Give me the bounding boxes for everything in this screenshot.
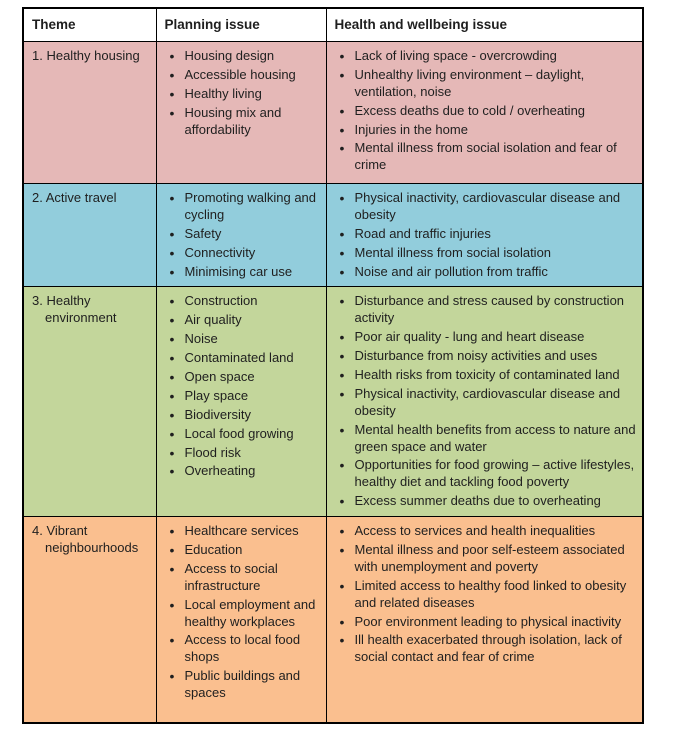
bullet-item: • Access to social infrastructure — [185, 561, 320, 595]
bullet-list — [327, 523, 637, 666]
bullet-item: • Mental illness from social isolation — [355, 245, 637, 262]
bullet-item: • Mental health benefits from access to nature and green space and water — [355, 422, 637, 456]
health-issues-cell — [326, 42, 643, 184]
table-row — [23, 287, 643, 517]
health-planning-table — [22, 7, 644, 724]
theme-label: 4. Vibrant neighbourhoods — [32, 523, 139, 556]
theme-cell — [23, 517, 156, 723]
bullet-item: • Connectivity — [185, 245, 320, 262]
bullet-item: • Contaminated land — [185, 350, 320, 367]
bullet-item: • Health risks from toxicity of contaminated land — [355, 367, 637, 384]
table-header-row — [23, 8, 643, 42]
column-header-planning-issue: Planning issue — [156, 8, 326, 42]
bullet-item: • Unhealthy living environment – daylight, ventilation, noise — [355, 67, 637, 101]
bullet-item: • Limited access to healthy food linked to obesity and related diseases — [355, 578, 637, 612]
bullet-item: • Access to local food shops — [185, 632, 320, 666]
bullet-item: • Noise — [185, 331, 320, 348]
bullet-item: • Excess summer deaths due to overheating — [355, 493, 637, 510]
bullet-item: • Minimising car use — [185, 264, 320, 281]
bullet-item: • Road and traffic injuries — [355, 226, 637, 243]
bullet-item: • Housing design — [185, 48, 320, 65]
bullet-item: • Disturbance from noisy activities and uses — [355, 348, 637, 365]
planning-issues-cell — [156, 42, 326, 184]
bullet-item: • Noise and air pollution from traffic — [355, 264, 637, 281]
bullet-item: • Local food growing — [185, 426, 320, 443]
bullet-item: • Physical inactivity, cardiovascular disease and obesity — [355, 190, 637, 224]
bullet-item: • Accessible housing — [185, 67, 320, 84]
bullet-item: • Poor air quality - lung and heart disease — [355, 329, 637, 346]
bullet-item: • Education — [185, 542, 320, 559]
bullet-item: • Overheating — [185, 463, 320, 480]
theme-label: 3. Healthy environment — [32, 293, 117, 326]
theme-label: 1. Healthy housing — [32, 48, 140, 63]
column-header-health-wellbeing-issue: Health and wellbeing issue — [326, 8, 643, 42]
bullet-item: • Mental illness from social isolation and fear of crime — [355, 140, 637, 174]
table-row — [23, 42, 643, 184]
bullet-item: • Disturbance and stress caused by construction activity — [355, 293, 637, 327]
bullet-item: • Local employment and healthy workplaces — [185, 597, 320, 631]
table-row — [23, 184, 643, 287]
theme-cell — [23, 42, 156, 184]
bullet-item: • Safety — [185, 226, 320, 243]
bullet-item: • Physical inactivity, cardiovascular disease and obesity — [355, 386, 637, 420]
bullet-list — [157, 48, 320, 138]
health-issues-cell — [326, 184, 643, 287]
column-header-theme: Theme — [23, 8, 156, 42]
health-issues-cell — [326, 287, 643, 517]
bullet-list — [327, 190, 637, 280]
bullet-item: • Poor environment leading to physical inactivity — [355, 614, 637, 631]
bullet-list — [327, 48, 637, 174]
planning-issues-cell — [156, 287, 326, 517]
theme-cell — [23, 184, 156, 287]
bullet-item: • Housing mix and affordability — [185, 105, 320, 139]
table-body — [23, 42, 643, 723]
bullet-list — [157, 293, 320, 480]
bullet-item: • Lack of living space - overcrowding — [355, 48, 637, 65]
bullet-item: • Opportunities for food growing – active lifestyles, healthy diet and tackling food poverty — [355, 457, 637, 491]
bullet-item: • Mental illness and poor self-esteem associated with unemployment and poverty — [355, 542, 637, 576]
bullet-item: • Public buildings and spaces — [185, 668, 320, 702]
bullet-item: • Healthcare services — [185, 523, 320, 540]
table-row — [23, 517, 643, 723]
document-page — [22, 7, 644, 724]
theme-label: 2. Active travel — [32, 190, 117, 205]
theme-cell — [23, 287, 156, 517]
bullet-item: • Biodiversity — [185, 407, 320, 424]
bullet-item: • Flood risk — [185, 445, 320, 462]
bullet-item: • Construction — [185, 293, 320, 310]
bullet-item: • Healthy living — [185, 86, 320, 103]
planning-issues-cell — [156, 517, 326, 723]
bullet-item: • Injuries in the home — [355, 122, 637, 139]
health-issues-cell — [326, 517, 643, 723]
bullet-list — [327, 293, 637, 510]
bullet-list — [157, 190, 320, 280]
bullet-item: • Play space — [185, 388, 320, 405]
bullet-item: • Air quality — [185, 312, 320, 329]
bullet-item: • Ill health exacerbated through isolation, lack of social contact and fear of crime — [355, 632, 637, 666]
bullet-item: • Promoting walking and cycling — [185, 190, 320, 224]
planning-issues-cell — [156, 184, 326, 287]
bullet-list — [157, 523, 320, 702]
bullet-item: • Access to services and health inequalities — [355, 523, 637, 540]
bullet-item: • Open space — [185, 369, 320, 386]
bullet-item: • Excess deaths due to cold / overheating — [355, 103, 637, 120]
